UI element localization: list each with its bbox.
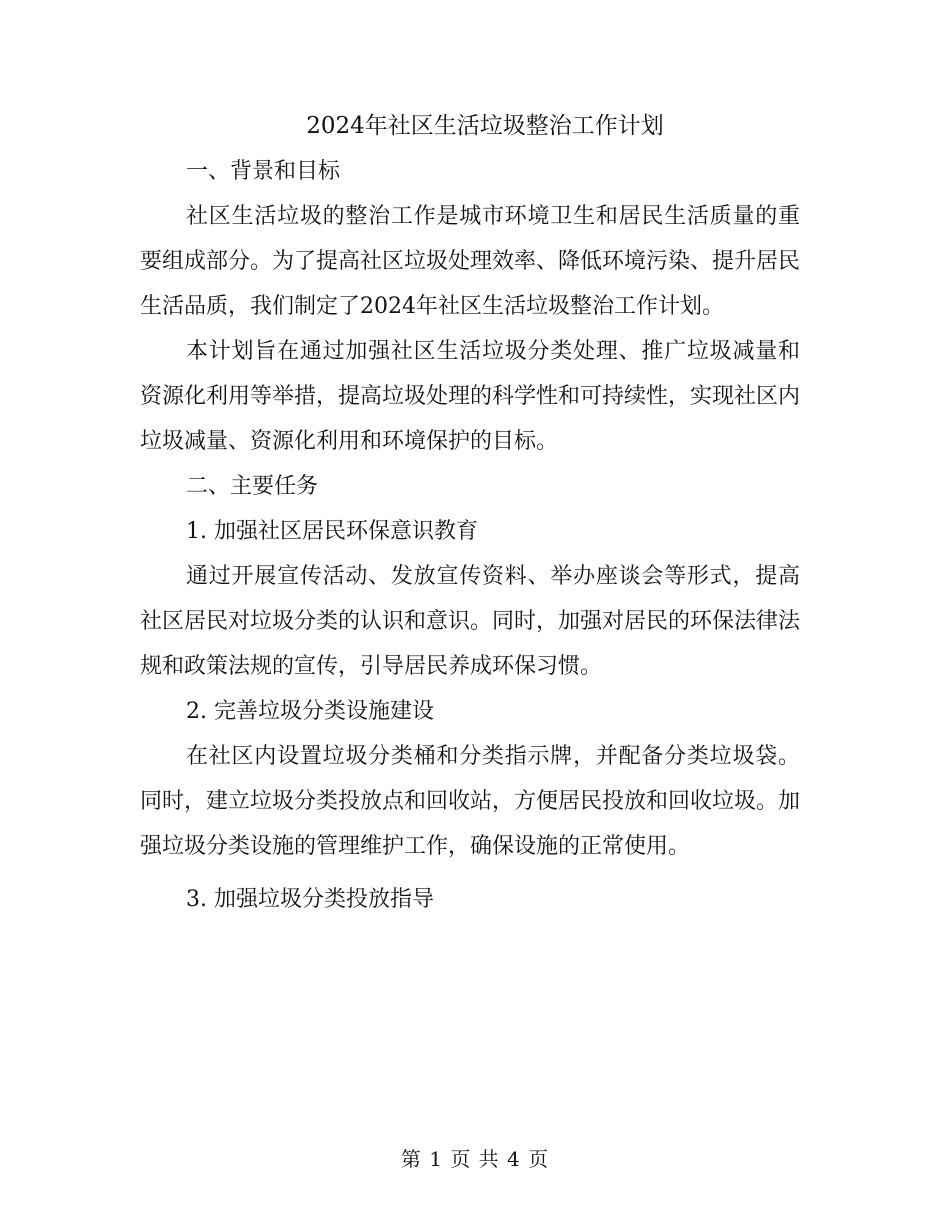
task-heading-education: 1. 加强社区居民环保意识教育: [186, 519, 478, 544]
section-heading-main-tasks: 二、主要任务: [186, 474, 319, 499]
task-heading-guidance: 3. 加强垃圾分类投放指导: [186, 887, 434, 912]
paragraph-plan-goal: 本计划旨在通过加强社区生活垃圾分类处理、推广垃圾减量和资源化利用等举措，提高垃圾处理的科学性和可持续性，实现社区内垃圾减量、资源化利用和环境保护的目标。: [140, 339, 801, 454]
document-title: 2024年社区生活垃圾整治工作计划: [306, 113, 664, 139]
task-heading-facilities: 2. 完善垃圾分类设施建设: [186, 699, 434, 724]
page-number-footer: 第 1 页 共 4 页: [400, 1147, 550, 1171]
paragraph-facilities: 在社区内设置垃圾分类桶和分类指示牌，并配备分类垃圾袋。同时，建立垃圾分类投放点和回收站，方便居民投放和回收垃圾。加强垃圾分类设施的管理维护工作，确保设施的正常使用。: [140, 744, 801, 859]
document-body: [140, 103, 800, 922]
section-heading-background: 一、背景和目标: [186, 159, 341, 184]
paragraph-background-intro: 社区生活垃圾的整治工作是城市环境卫生和居民生活质量的重要组成部分。为了提高社区垃圾处理效率、降低环境污染、提升居民生活品质，我们制定了2024年社区生活垃圾整治工作计划。: [140, 204, 801, 319]
paragraph-education: 通过开展宣传活动、发放宣传资料、举办座谈会等形式，提高社区居民对垃圾分类的认识和意识。同时，加强对居民的环保法律法规和政策法规的宣传，引导居民养成环保习惯。: [140, 564, 801, 679]
spacer: [140, 869, 800, 877]
